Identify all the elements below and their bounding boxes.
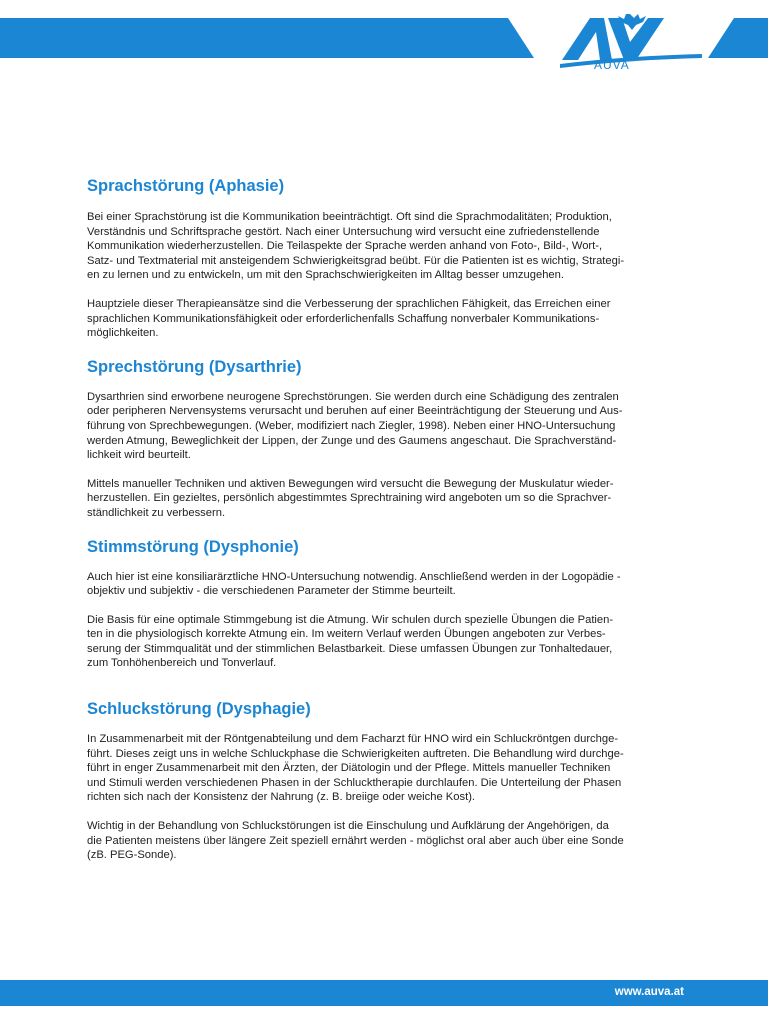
footer-url-link[interactable]: www.auva.at — [614, 986, 684, 998]
footer-band — [0, 980, 768, 1006]
section-dysarthrie — [87, 353, 679, 521]
auva-logo-icon — [556, 8, 706, 74]
header-band — [0, 18, 534, 58]
section-dysphagie — [87, 695, 679, 863]
section-title: Sprachstörung (Aphasie) — [87, 177, 285, 195]
section-paragraph: Dysarthrien sind erworbene neurogene Sprechstörungen. Sie werden durch eine Schädigung des zentralen oder peripheren Nervensystems verursacht und beruhen auf einer Beeinträchtigung der Steuerung und Aus- führung von Sprechbewegungen. (Weber, modifiziert nach Ziegler, 1998). Neben einer HNO-Untersuchung werden Atmung, Beweglichkeit der Lippen, der Zunge und des Gaumens angeschaut. Die Sprachverständ- lichkeit wird beurteilt. — [87, 390, 623, 462]
section-title: Stimmstörung (Dysphonie) — [87, 537, 299, 556]
section-paragraph: In Zusammenarbeit mit der Röntgenabteilung und dem Facharzt für HNO wird ein Schluckröntgen durchge- führt. Dieses zeigt uns in welche Schluckphase die Schwierigkeiten auftreten. Die Behandlung wird durchge- führt in enger Zusammenarbeit mit den Ärzten, der Diätologin und der Pflege. Mittels manueller Techniken und Stimuli werden verschiedenen Phasen in der Schlucktherapie durchlaufen. Die Unterteilung der Phasen richten sich nach der Konsistenz der Nahrung (z. B. breiige oder weiche Kost). — [87, 733, 624, 804]
logo-wordmark: AUVA — [594, 58, 630, 72]
section-aphasie — [87, 172, 679, 341]
section-paragraph: Auch hier ist eine konsiliarärztliche HNO-Untersuchung notwendig. Anschließend werden in der Logopädie - objektiv und subjektiv - die verschiedenen Parameter der Stimme beurteilt. — [87, 570, 621, 598]
section-paragraph: Bei einer Sprachstörung ist die Kommunikation beeinträchtigt. Oft sind die Sprachmodalitäten; Produktion, Verständnis und Schriftsprache gestört. Nach einer Untersuchung wird versucht eine zufriedenstellende Kommunikation wiederherzustellen. Die Teilaspekte der Sprache werden anhand von Foto-, Bild-, Wort-, Satz- und Textmaterial mit ansteigendem Schwierigkeitsgrad beübt. Für die Patienten ist es wichtig, Strategi- en zu lernen und zu entwickeln, um mit den Sprachschwierigkeiten im Alltag besser umzugehen. — [87, 211, 625, 282]
section-title: Sprechstörung (Dysarthrie) — [87, 357, 302, 376]
section-paragraph: Wichtig in der Behandlung von Schluckstörungen ist die Einschulung und Aufklärung der Angehörigen, da die Patienten meistens über längere Zeit speziell ernährt werden - möglichst oral aber auch über eine Sonde (zB. PEG-Sonde). — [87, 820, 624, 862]
header-band-right — [708, 18, 768, 58]
main-content — [87, 172, 679, 863]
section-paragraph: Hauptziele dieser Therapieansätze sind die Verbesserung der sprachlichen Fähigkeit, das Erreichen einer sprachlichen Kommunikationsfähigkeit oder erforderlichenfalls Schaffung nonverbaler Kommunikations- möglichkeiten. — [87, 297, 611, 340]
section-dysphonie — [87, 533, 679, 672]
section-paragraph: Mittels manueller Techniken und aktiven Bewegungen wird versucht die Bewegung der Muskulatur wieder- herzustellen. Ein gezieltes, persönlich abgestimmtes Sprechtraining wird angeboten um so die Sprachver- ständlichkeit zu verbessern. — [87, 477, 614, 519]
section-paragraph: Die Basis für eine optimale Stimmgebung ist die Atmung. Wir schulen durch spezielle Übungen die Patien- ten in die physiologisch korrekte Atmung ein. Im weitern Verlauf werden Übungen angeboten zur Verbes- serung der Stimmqualität und der stimmlichen Belastbarkeit. Diese umfassen Übungen zur Tonhaltedauer, zum Tonhöhenbereich und Tonverlauf. — [87, 613, 614, 670]
section-title: Schluckstörung (Dysphagie) — [87, 700, 311, 719]
